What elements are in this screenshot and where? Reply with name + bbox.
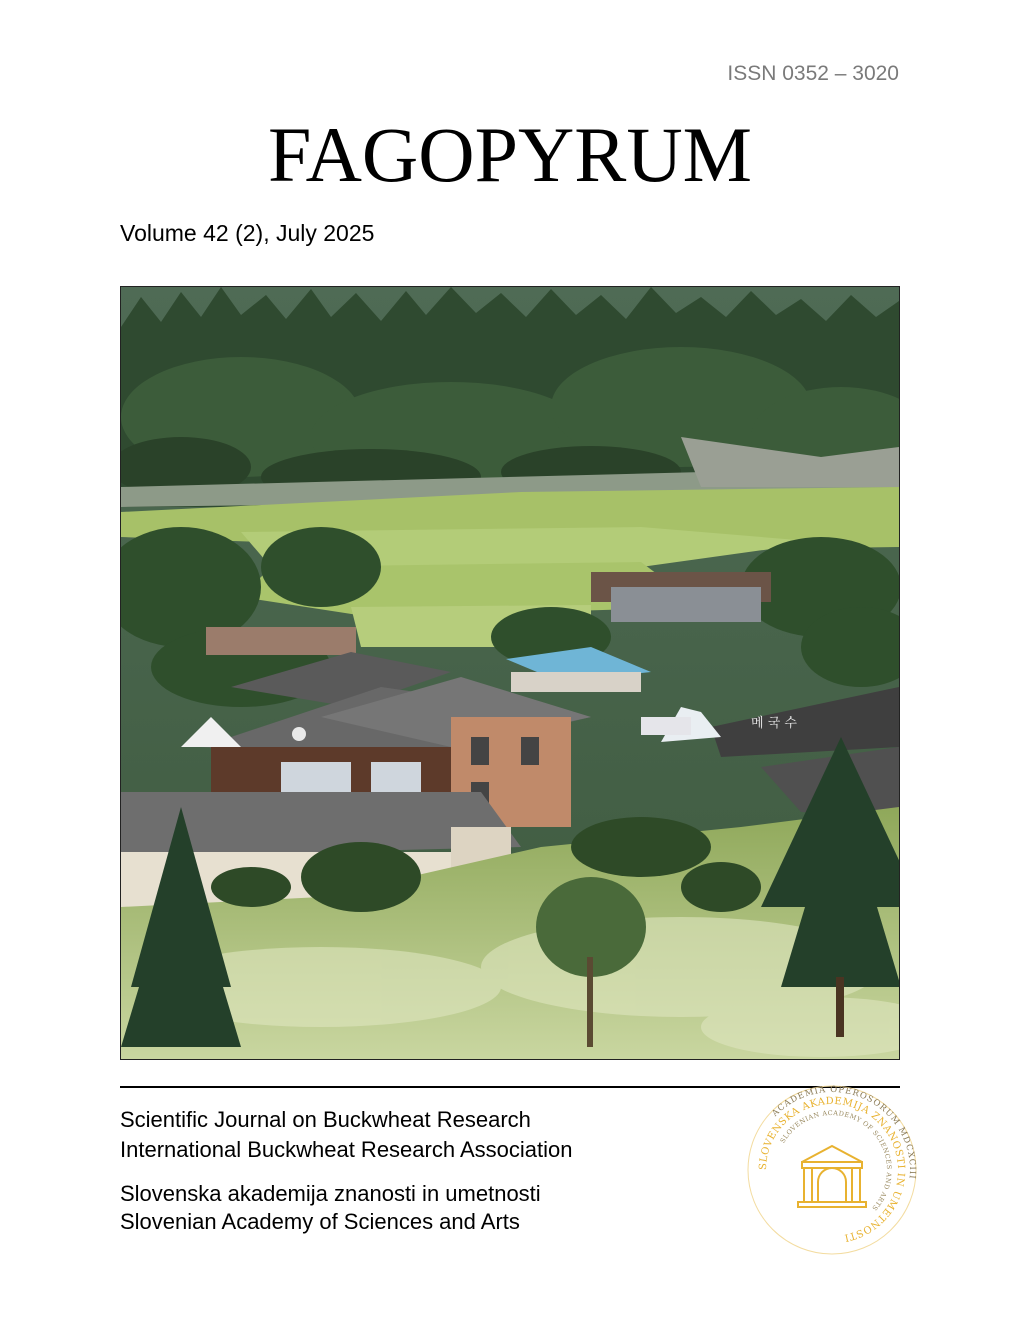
publisher-english: Slovenian Academy of Sciences and Arts — [120, 1209, 520, 1234]
publisher-slovene: Slovenska akademija znanosti in umetnosti — [120, 1181, 541, 1206]
journal-subtitle: Scientific Journal on Buckwheat Research — [120, 1107, 531, 1132]
issn-number: ISSN 0352 – 3020 — [727, 62, 899, 85]
cover-photo — [120, 286, 900, 1060]
seal-inner-text: SLOVENIAN ACADEMY OF SCIENCES AND ARTS — [778, 1108, 894, 1213]
seal-outer-text: ACADEMIA OPEROSORUM MDCXCIII — [770, 1084, 918, 1181]
building-sign: 메 국 수 — [751, 716, 797, 731]
academy-seal-logo — [746, 1084, 918, 1256]
association-name: International Buckwheat Research Association — [120, 1137, 573, 1162]
arch-building-icon — [798, 1146, 866, 1207]
seal-middle-text: SLOVENSKA AKADEMIJA ZNANOSTI IN UMETNOSTI — [757, 1095, 907, 1243]
journal-title: FAGOPYRUM — [268, 111, 752, 198]
volume-info: Volume 42 (2), July 2025 — [120, 220, 375, 246]
svg-text:SLOVENSKA AKADEMIJA ZNANOSTI I — [758, 1096, 906, 1243]
